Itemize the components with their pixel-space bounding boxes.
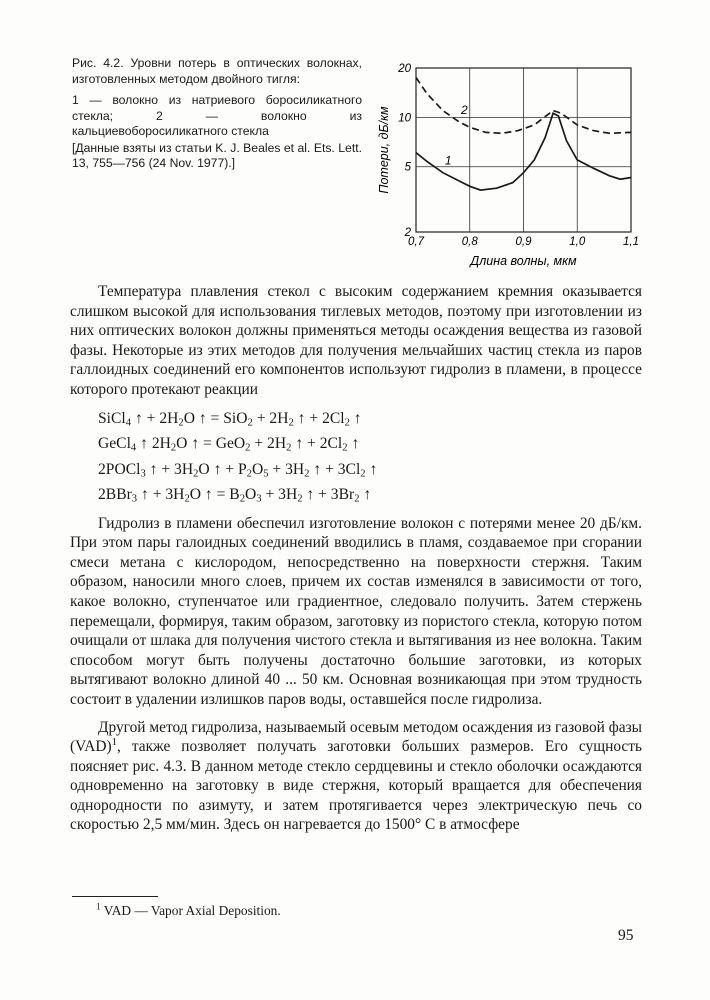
equation-2: GeCl$_4$ ↑ $2H_2O$ ↑ = $GeO_2 + 2H_2$ ↑ + $2Cl_2$ ↑: [98, 435, 360, 454]
y-tick-label: 20: [398, 63, 411, 75]
caption-legend: 1 — волокно из натриевого боросиликатного стекла; 2 — волокно из кальциевоборосиликатного стекла: [72, 93, 362, 138]
x-tick-label: 0,9: [515, 236, 532, 248]
equation-1: SiCl$_4$ ↑ + $2H_2O$ ↑ = $SiO_2 + 2H_2$ ↑ + $2Cl_2$ ↑: [98, 409, 362, 428]
loss-chart-svg: [366, 56, 656, 271]
footnote: [96, 903, 281, 919]
paragraph-3: [70, 718, 642, 836]
paragraph-3-part2: , также позволяет получать заготовки больших размеров. Его сущность поясняет рис. 4.3. В данном методе стекло сердцевины и стекло оболочки осаждаются одновременно на заготовку в виде стержня, который вращается для обеспечения однородности по азимуту, и затем протягивается через электрическую печь со скоростью 2,5 мм/мин. Здесь он нагревается до 1500° С в атмосфере: [70, 738, 642, 834]
caption-title: Рис. 4.2. Уровни потерь в оптических волокнах, изготовленных методом двойного тигля:: [72, 56, 362, 86]
y-tick-label: 5: [404, 161, 411, 174]
x-tick-label: 0,8: [461, 236, 478, 248]
footnote-rule: [72, 896, 158, 897]
x-axis-label: Длина волны, мкм: [470, 254, 577, 268]
reaction-equations: [98, 406, 642, 508]
y-tick-label: 10: [398, 112, 411, 125]
figure-caption: [72, 56, 362, 172]
page-number: 95: [618, 927, 634, 944]
paragraph-1: Температура плавления стекол с высоким содержанием кремния оказывается слишком высокой для использования тиглевых методов, поэтому при изготовлении из них оптических волокон должны применяться методы осаждения вещества из газовой фазы. Некоторые из этих методов для получения мельчайших частиц стекла из паров галлоидных соединений его компонентов используют гидролиз в пламени, в процессе которого протекают реакции: [70, 283, 642, 398]
footnote-text: VAD — Vapor Axial Deposition.: [103, 903, 281, 918]
equation-3: 2POCl$_3$ ↑ + $3H_2O$ ↑ + $P_2O_5 + 3H_2$ ↑ + $3Cl_2$ ↑: [98, 460, 378, 479]
loss-chart: [366, 56, 656, 271]
series-label-2: 2: [461, 102, 468, 117]
y-tick-label: 2: [404, 227, 411, 239]
x-tick-label: 0,7: [408, 236, 424, 248]
footnote-marker: 1: [96, 902, 101, 913]
series-label-1: 1: [444, 153, 452, 168]
x-tick-label: 1,0: [569, 236, 586, 248]
y-axis-label: Потери, дБ/км: [377, 106, 391, 194]
x-tick-label: 1,1: [623, 236, 639, 248]
equation-4: 2BBr$_3$ ↑ + $3H_2O$ ↑ = $B_2O_3 + 3H_2$ ↑ + $3Br_2$ ↑: [98, 486, 372, 505]
paragraph-2: Гидролиз в пламени обеспечил изготовление волокон с потерями менее 20 дБ/км. При этом пары галоидных соединений вводились в пламя, создаваемое при сгорании смеси метана с кислородом, непосредственно на поверхности стержня. Таким образом, наносили много слоев, причем их состав изменялся в зависимости от того, какое волокно, ступенчатое или градиентное, следовало получить. Затем стержень перемещали, формируя, таким образом, заготовку из пористого стекла, которую потом очищали от шлака для получения чистого стекла и вытягивания из нее волокна. Таким способом могут быть получены достаточно большие заготовки, из которых вытягивают волокно длиной 40 ... 50 км. Основная возникающая при этом трудность состоит в удалении излишков паров воды, оставшейся после гидролиза.: [70, 514, 642, 708]
caption-source: [Данные взяты из статьи K. J. Beales et al. Ets. Lett. 13, 755—756 (24 Nov. 1977).]: [72, 140, 362, 170]
paragraph-3-part1: Другой метод гидролиза, называемый осевым методом осаждения из газовой фазы (VAD): [70, 718, 642, 756]
body-text: [70, 282, 642, 835]
footnote-ref: 1: [111, 735, 117, 748]
